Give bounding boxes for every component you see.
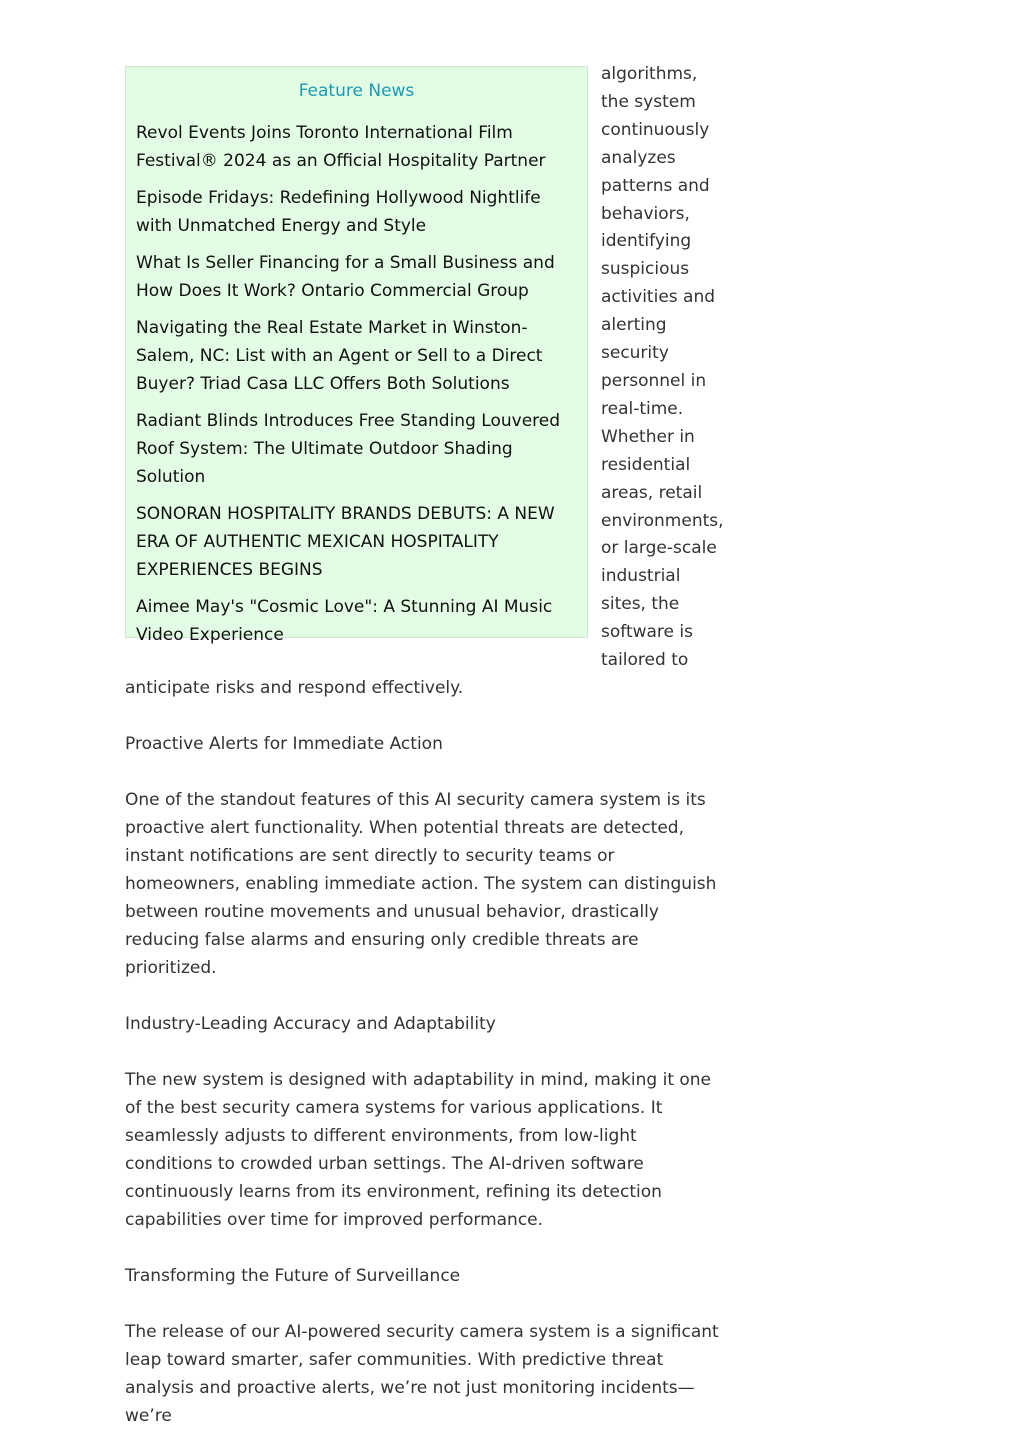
article-wrap-line: suspicious	[601, 259, 690, 280]
article-paragraph: One of the standout features of this AI security camera system is its proactive alert functionality. When potential threats are detected, instant notifications are sent directly to security teams or homeowners, enabling immediate action. The system can distinguish between routine movements and unusual behavior, drastically reducing false alarms and ensuring only credible threats are prioritized.	[125, 790, 717, 978]
article-wrap-line: sites, the	[601, 594, 680, 615]
article-wrap-line: algorithms,	[601, 64, 698, 84]
article-wrap-line: software is	[601, 622, 693, 643]
feature-news-link[interactable]: Radiant Blinds Introduces Free Standing Louvered Roof System: The Ultimate Outdoor Shading Solution	[136, 411, 561, 487]
article-wrap-line: alerting	[601, 315, 667, 336]
article-wrap-column	[601, 61, 726, 675]
article-wrap-line: activities and	[601, 287, 716, 308]
feature-news-list	[136, 119, 577, 649]
article-paragraph: The new system is designed with adaptability in mind, making it one of the best security camera systems for various applications. It seamlessly adjusts to different environments, from low-light conditions to crowded urban settings. The AI-driven software continuously learns from its environment, refining its detection capabilities over time for improved performance.	[125, 1070, 712, 1230]
article-wrap-line: security	[601, 343, 669, 364]
article-wrap-line: residential	[601, 454, 691, 475]
article-wrap-line: personnel in	[601, 370, 707, 391]
article-wrap-line: the system	[601, 91, 696, 112]
feature-news-link[interactable]: What Is Seller Financing for a Small Business and How Does It Work? Ontario Commercial Group	[136, 253, 555, 301]
article-wrap-line: identifying	[601, 231, 692, 252]
article-wrap-line: continuously	[601, 119, 710, 140]
article-wrap-line: Whether in	[601, 426, 695, 447]
article-paragraph: The release of our AI-powered security camera system is a significant leap toward smarter, safer communities. With predictive threat analysis and proactive alerts, we’re not just monitoring incidents—we’re	[125, 1322, 719, 1426]
feature-news-link[interactable]: Aimee May's "Cosmic Love": A Stunning AI Music Video Experience	[136, 597, 553, 645]
article-wrap-line: tailored to	[601, 650, 689, 671]
article-wrap-line: analyzes	[601, 147, 676, 168]
article-wrap-line: patterns and	[601, 175, 710, 196]
article-wrap-line: areas, retail	[601, 482, 703, 503]
article-wrap-line: or large-scale	[601, 538, 717, 559]
feature-news-link[interactable]: Episode Fridays: Redefining Hollywood Nightlife with Unmatched Energy and Style	[136, 188, 541, 236]
feature-news-box	[125, 66, 588, 645]
feature-news-link[interactable]: SONORAN HOSPITALITY BRANDS DEBUTS: A NEW ERA OF AUTHENTIC MEXICAN HOSPITALITY EXPERIENCES BEGINS	[136, 504, 555, 580]
feature-news-title: Feature News	[298, 81, 415, 101]
section-heading: Transforming the Future of Surveillance	[125, 1266, 461, 1286]
article-wrap-line: real-time.	[601, 398, 684, 419]
article-wrap-line: industrial	[601, 566, 681, 587]
article-body	[125, 674, 725, 1430]
section-heading: Industry-Leading Accuracy and Adaptability	[125, 1014, 496, 1034]
feature-news-link[interactable]: Navigating the Real Estate Market in Winston-Salem, NC: List with an Agent or Sell to a Direct Buyer? Triad Casa LLC Offers Both Solutions	[136, 318, 543, 394]
article-wrap-line: behaviors,	[601, 203, 690, 224]
section-heading: Proactive Alerts for Immediate Action	[125, 734, 443, 754]
article-wrap-line: environments,	[601, 510, 724, 531]
article-wrap-continuation: anticipate risks and respond effectively.	[125, 678, 464, 698]
feature-news-link[interactable]: Revol Events Joins Toronto International Film Festival® 2024 as an Official Hospitality Partner	[136, 123, 546, 171]
